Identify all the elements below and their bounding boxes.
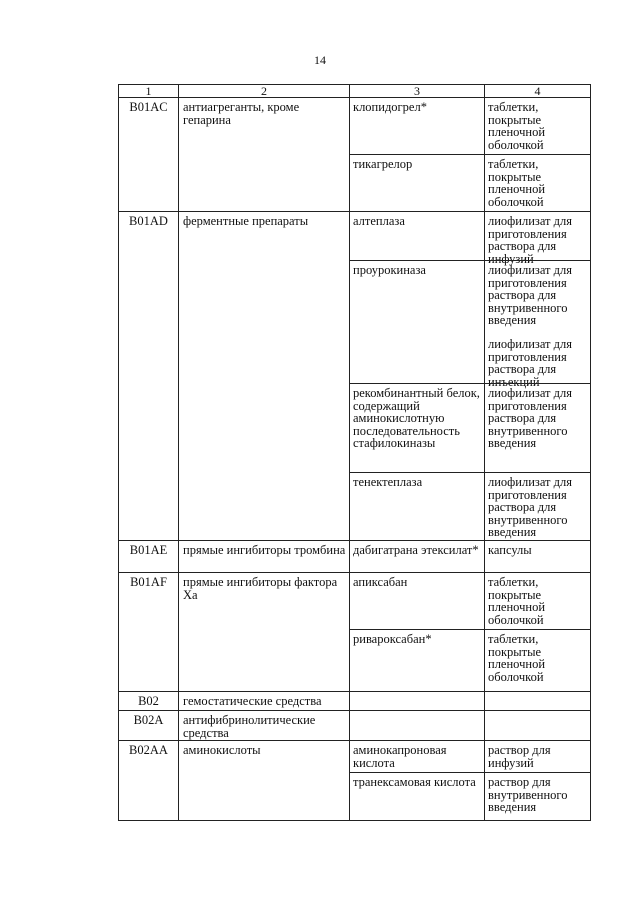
drug-name: апиксабан [350, 573, 485, 629]
atc-code: B01AF [119, 573, 179, 691]
atc-code: B02 [119, 692, 179, 710]
table-row [119, 98, 591, 212]
pharmacological-group: гемостатические средства [179, 692, 350, 710]
drug-entry [350, 154, 591, 211]
drug-name: клопидогрел* [350, 98, 485, 154]
dosage-form: раствор для внутривенного введения [488, 775, 568, 815]
dosage-form: лиофилизат для приготовления раствора для внутривенного введения [488, 386, 572, 451]
dosage-forms [485, 261, 591, 389]
drug-entry [350, 692, 591, 710]
header-col-3-4 [350, 85, 591, 97]
drug-table [118, 84, 591, 821]
pharmacological-group: аминокислоты [179, 741, 350, 820]
drug-entry [350, 741, 591, 772]
pharmacological-group: ферментные препараты [179, 212, 350, 540]
drug-name: проурокиназа [350, 261, 485, 383]
dosage-forms [485, 741, 591, 772]
table-header-row [119, 85, 591, 98]
dosage-form: лиофилизат для приготовления раствора для инфузий [488, 214, 572, 266]
drug-name: тикагрелор [350, 155, 485, 211]
drug-entry [350, 383, 591, 472]
dosage-form: лиофилизат для приготовления раствора для инъекций [488, 336, 572, 389]
drug-list [350, 212, 591, 540]
atc-code: B01AC [119, 98, 179, 211]
atc-code: B02A [119, 711, 179, 740]
drug-name [350, 692, 485, 710]
atc-code: B01AE [119, 541, 179, 572]
dosage-forms [485, 541, 591, 572]
drug-name: ривароксабан* [350, 630, 485, 691]
table-row [119, 741, 591, 821]
drug-name: рекомбинантный белок, содержащий аминокислотную последовательность стафилокиназы [350, 384, 485, 472]
drug-name: транексамовая кислота [350, 773, 485, 820]
drug-list [350, 541, 591, 572]
drug-list [350, 741, 591, 820]
header-col-2: 2 [179, 85, 350, 97]
table-row [119, 692, 591, 711]
header-col-3: 3 [350, 85, 485, 97]
dosage-forms [485, 573, 591, 629]
dosage-forms [485, 630, 591, 691]
dosage-form: капсулы [488, 543, 532, 557]
header-col-4: 4 [485, 85, 591, 97]
drug-name [350, 711, 485, 740]
dosage-forms [485, 692, 591, 710]
table-row [119, 541, 591, 573]
dosage-forms [485, 212, 591, 266]
table-row [119, 711, 591, 741]
drug-list [350, 711, 591, 740]
dosage-form: таблетки, покрытые пленочной оболочкой [488, 575, 546, 627]
pharmacological-group: прямые ингибиторы фактора Xa [179, 573, 350, 691]
dosage-forms [485, 773, 591, 820]
pharmacological-group: антифибринолитические средства [179, 711, 350, 740]
drug-entry [350, 629, 591, 691]
dosage-form: таблетки, покрытые пленочной оболочкой [488, 632, 546, 684]
dosage-forms [485, 384, 591, 472]
drug-name: алтеплаза [350, 212, 485, 260]
drug-entry [350, 260, 591, 389]
dosage-form: раствор для инфузий [488, 743, 551, 770]
drug-name: тенектеплаза [350, 473, 485, 540]
drug-name: дабигатрана этексилат* [350, 541, 485, 572]
drug-entry [350, 772, 591, 820]
dosage-form: лиофилизат для приготовления раствора для внутривенного введения [488, 263, 572, 328]
dosage-form: таблетки, покрытые пленочной оболочкой [488, 100, 546, 152]
dosage-forms [485, 98, 591, 154]
page-number: 14 [314, 53, 326, 67]
dosage-forms [485, 711, 591, 740]
drug-entry [350, 573, 591, 629]
drug-list [350, 98, 591, 211]
drug-entry [350, 98, 591, 154]
atc-code: B02AA [119, 741, 179, 820]
pharmacological-group: прямые ингибиторы тромбина [179, 541, 350, 572]
header-col-1: 1 [119, 85, 179, 97]
drug-list [350, 573, 591, 691]
drug-entry [350, 472, 591, 540]
drug-entry [350, 212, 591, 266]
dosage-forms [485, 155, 591, 211]
table-row [119, 573, 591, 692]
table-row [119, 212, 591, 541]
dosage-form: лиофилизат для приготовления раствора для внутривенного введения [488, 475, 572, 540]
dosage-forms [485, 473, 591, 540]
atc-code: B01AD [119, 212, 179, 540]
drug-name: аминокапроновая кислота [350, 741, 485, 772]
pharmacological-group: антиагреганты, кроме гепарина [179, 98, 350, 211]
dosage-form: таблетки, покрытые пленочной оболочкой [488, 157, 546, 209]
drug-list [350, 692, 591, 710]
drug-entry [350, 711, 591, 740]
drug-entry [350, 541, 591, 572]
